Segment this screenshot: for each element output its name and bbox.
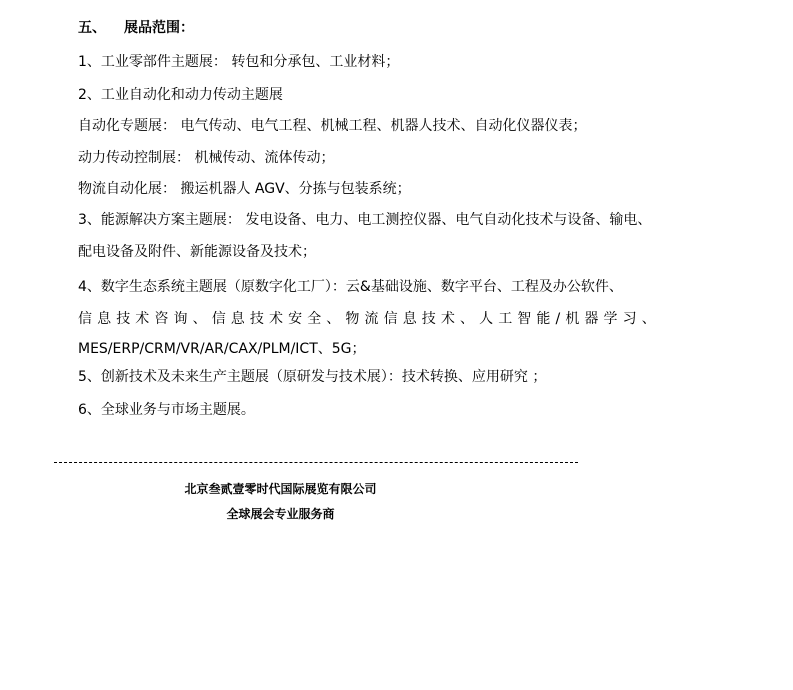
exhibit-subitem-automation: 自动化专题展： 电气传动、电气工程、机械工程、机器人技术、自动化仪器仪表；: [78, 118, 587, 134]
footer-slogan: 全球展会专业服务商: [226, 507, 335, 521]
dashed-divider: [54, 462, 578, 463]
exhibit-item-2: 2、工业自动化和动力传动主题展: [78, 87, 283, 103]
exhibit-item-5: 5、创新技术及未来生产主题展（原研发与技术展）：技术转换、应用研究 ；: [78, 369, 547, 385]
exhibit-item-4-continued-2: MES/ERP/CRM/VR/AR/CAX/PLM/ICT、5G；: [78, 341, 366, 357]
exhibit-item-1: 1、工业零部件主题展： 转包和分承包、工业材料；: [78, 54, 400, 70]
footer-company-name: 北京叁贰壹零时代国际展览有限公司: [184, 482, 377, 496]
exhibit-item-4-continued: 信息技术咨询、信息技术安全、物流信息技术、人工智能/机器学习、: [78, 311, 661, 327]
exhibit-item-3: 3、能源解决方案主题展： 发电设备、电力、电工测控仪器、电气自动化技术与设备、输电、: [78, 212, 652, 228]
exhibit-subitem-power-transmission: 动力传动控制展： 机械传动、流体传动；: [78, 150, 335, 166]
exhibit-subitem-logistics: 物流自动化展： 搬运机器人 AGV、分拣与包装系统；: [78, 181, 411, 197]
exhibit-item-4: 4、数字生态系统主题展（原数字化工厂）：云&基础设施、数字平台、工程及办公软件、: [78, 279, 623, 295]
section-heading: [78, 19, 194, 37]
exhibit-item-6: 6、全球业务与市场主题展。: [78, 402, 255, 418]
exhibit-item-3-continued: 配电设备及附件、新能源设备及技术；: [78, 244, 316, 260]
section-number: 五、: [78, 20, 106, 36]
section-title: 展品范围：: [124, 20, 194, 36]
